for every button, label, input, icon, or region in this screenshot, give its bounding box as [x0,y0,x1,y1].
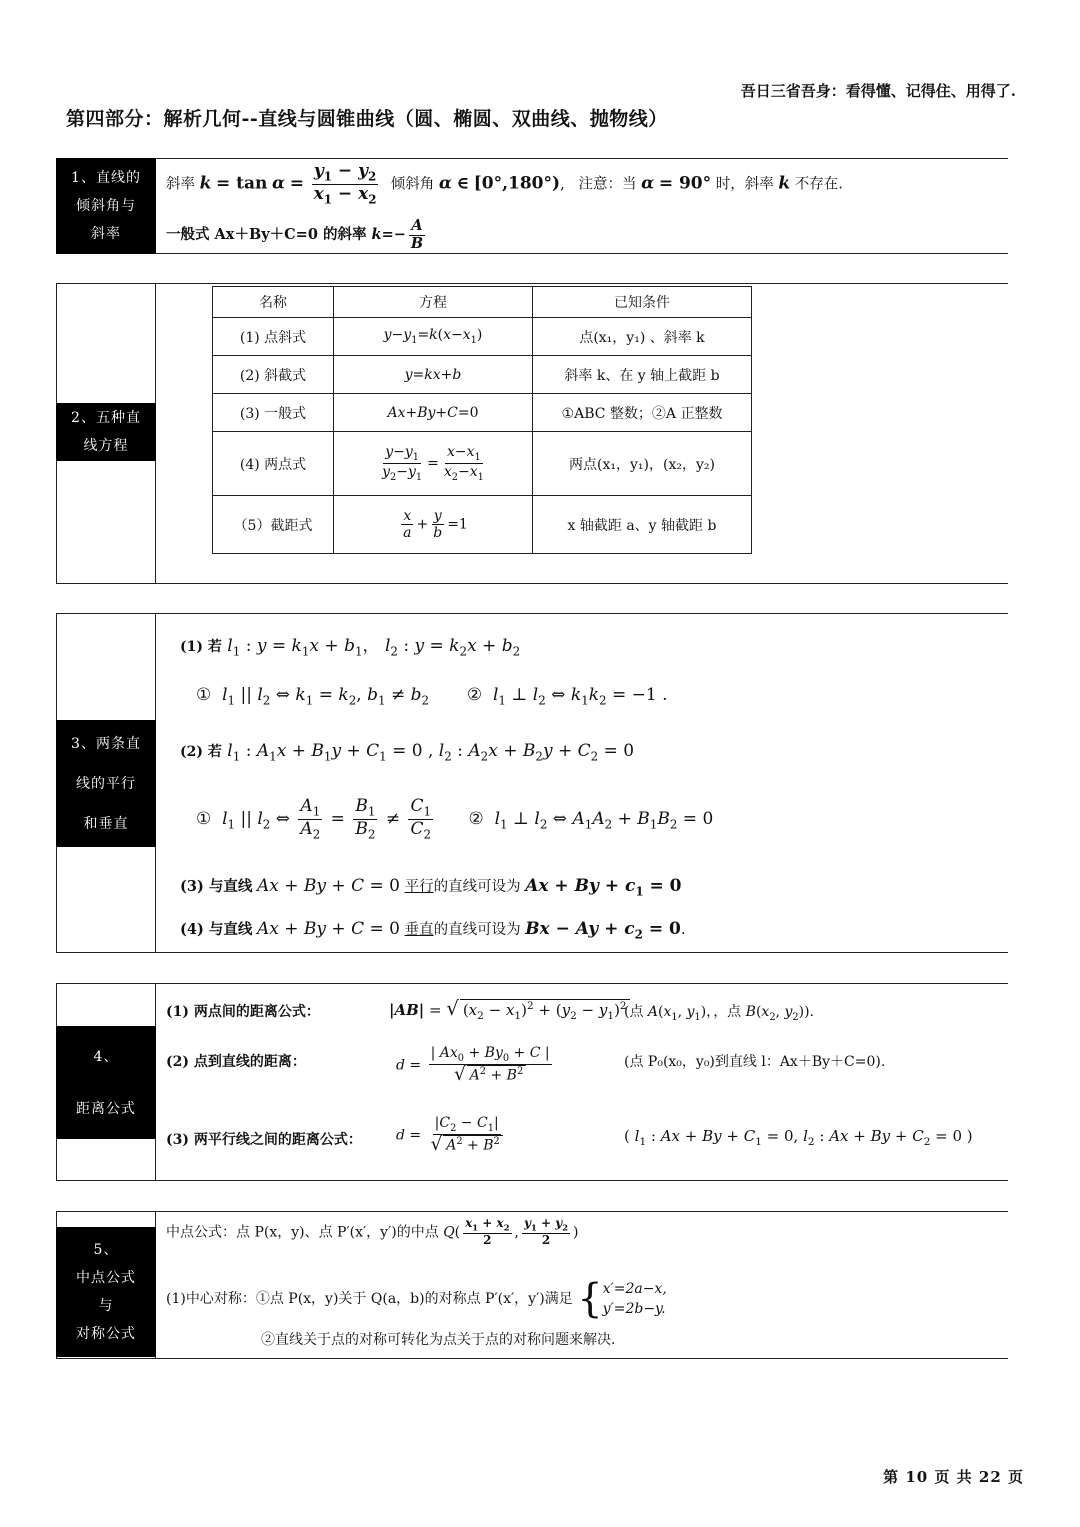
section-midpoint-symmetry [56,1211,1008,1359]
sec1-general-line: 一般式 Ax＋By＋C=0 的斜率 k=− $\frac{A}{B}$ [166,217,424,252]
sec3-line3: (2) 若 $l_1$ : $A_1x + B_1y + C_1 = 0$ , $l_2$ : $A_2x + B_2y + C_2 = 0$ [180,741,635,764]
sec4-formula2: d = $\frac{| Ax_0 + By_0 + C |}{√ A^2 + B^2}$ [396,1045,550,1086]
sec3-line6: (4) 与直线 Ax + By + C = 0 垂直的直线可设为 $Bx - Ay + c_2 = 0$. [180,919,686,942]
sec5-label: 5、 中点公式 与 对称公式 [56,1227,156,1357]
section-line-equations [56,283,1008,584]
sec4-note1: (点 $A(x_1$, $y_1$)，，点 $B(x_2$, $y_2$)). [624,1004,814,1023]
sec3-label: 3、两条直 线的平行 和垂直 [56,720,156,847]
section-distance [56,983,1008,1181]
sec3-line5: (3) 与直线 Ax + By + C = 0 平行的直线可设为 $Ax + By + c_1 = 0$ [180,876,682,899]
sec4-formula3: d = $\frac{|C_2 - C_1|}{√ A^2 + B^2}$ [396,1115,508,1156]
table-row: (3) 一般式 Ax+By+C=0 ①ABC 整数；②A 正整数 [213,394,752,432]
sec4-label: 4、 距离公式 [56,1026,156,1139]
table-row: （5）截距式 $\frac{x}{a}$ + $\frac{y}{b}$ =1 x 轴截距 a、y 轴截距 b [213,496,752,554]
system-eq-1: x′=2a−x, [602,1281,667,1297]
table-header-condition: 已知条件 [533,287,752,318]
sec5-note2: ②直线关于点的对称可转化为点关于点的对称问题来解决. [261,1332,616,1348]
sec4-note2: (点 P₀(x₀，y₀)到直线 l：Ax＋By＋C=0). [624,1054,886,1070]
sec3-line4: ① $l_1$ || $l_2$ ⇔ $\frac{A_1}{A_2}$ = $\frac{B_1}{B_2}$ ≠ $\frac{C_1}{C_2}$ ② $l_1$ ⊥ $l_2$ ⇔ $A_1A_2 + B_1B_2 = 0$ [196,796,714,842]
sec4-formula1: |AB| = √ $(x_2 - x_1)^2 + (y_2 - y_1)^2$ [389,997,630,1022]
section-slope [56,158,1008,254]
table-header-name: 名称 [213,287,334,318]
sec3-line2: ① $l_1$ || $l_2$ ⇔ $k_1 = k_2$, $b_1 \ne b_2$ ② $l_1$ ⊥ $l_2$ ⇔ $k_1k_2 = -1$ . [196,685,668,708]
sec4-item3: (3) 两平行线之间的距离公式： [166,1132,362,1148]
sec4-item2: (2) 点到直线的距离： [166,1054,306,1070]
page-number: 第 10 页 共 22 页 [883,1468,1024,1486]
table-row: (2) 斜截式 y=kx+b 斜率 k、在 y 轴上截距 b [213,356,752,394]
sec5-center: (1)中心对称：①点 P(x，y)关于 Q(a，b)的对称点 P′(x′，y′)满足 { x′=2a−x, y′=2b−y. [166,1276,667,1322]
section-parallel-perpendicular [56,613,1008,953]
line-equations-table [212,286,752,554]
sec3-line1: (1) 若 $l_1$ : $y = k_1x + b_1$， $l_2$ : $y = k_2x + b_2$ [180,636,521,659]
sec5-midpoint: 中点公式：点 P(x，y)、点 P′(x′，y′)的中点 Q( $\frac{x_1 + x_2}{2}$ , $\frac{y_1 + y_2}{2}$ ) [166,1216,579,1248]
part-title: 第四部分：解析几何--直线与圆锥曲线（圆、椭圆、双曲线、抛物线） [66,108,668,130]
sec4-item1: (1) 两点间的距离公式： [166,1004,320,1020]
sec1-slope-line: 斜率 k = tan α = $\frac{y_1 - y_2}{x_1 - x_2}$ 倾斜角 α ∈ [0°,180°), 注意：当 α = 90° 时，斜率 k 不存在. [166,161,843,207]
header-motto: 吾日三省吾身：看得懂、记得住、用得了. [740,82,1016,100]
incline-interval: [0°,180°) [473,173,561,194]
table-row: (1) 点斜式 $y-y_1=k(x-x_1)$ 点(x₁，y₁) 、斜率 k [213,318,752,356]
system-eq-2: y′=2b−y. [602,1301,666,1317]
table-row: (4) 两点式 $\frac{y-y_1}{y_2-y_1}$ = $\frac{x-x_1}{x_2-x_1}$ 两点(x₁，y₁)，(x₂，y₂) [213,432,752,496]
sec2-label: 2、五种直 线方程 [56,403,156,461]
sec4-note3: ( $l_1$ : $Ax + By + C_1 = 0$, $l_2$ : $Ax + By + C_2 = 0$ ) [624,1127,973,1148]
table-header-equation: 方程 [334,287,533,318]
sec1-label: 1、直线的 倾斜角与 斜率 [56,158,156,254]
